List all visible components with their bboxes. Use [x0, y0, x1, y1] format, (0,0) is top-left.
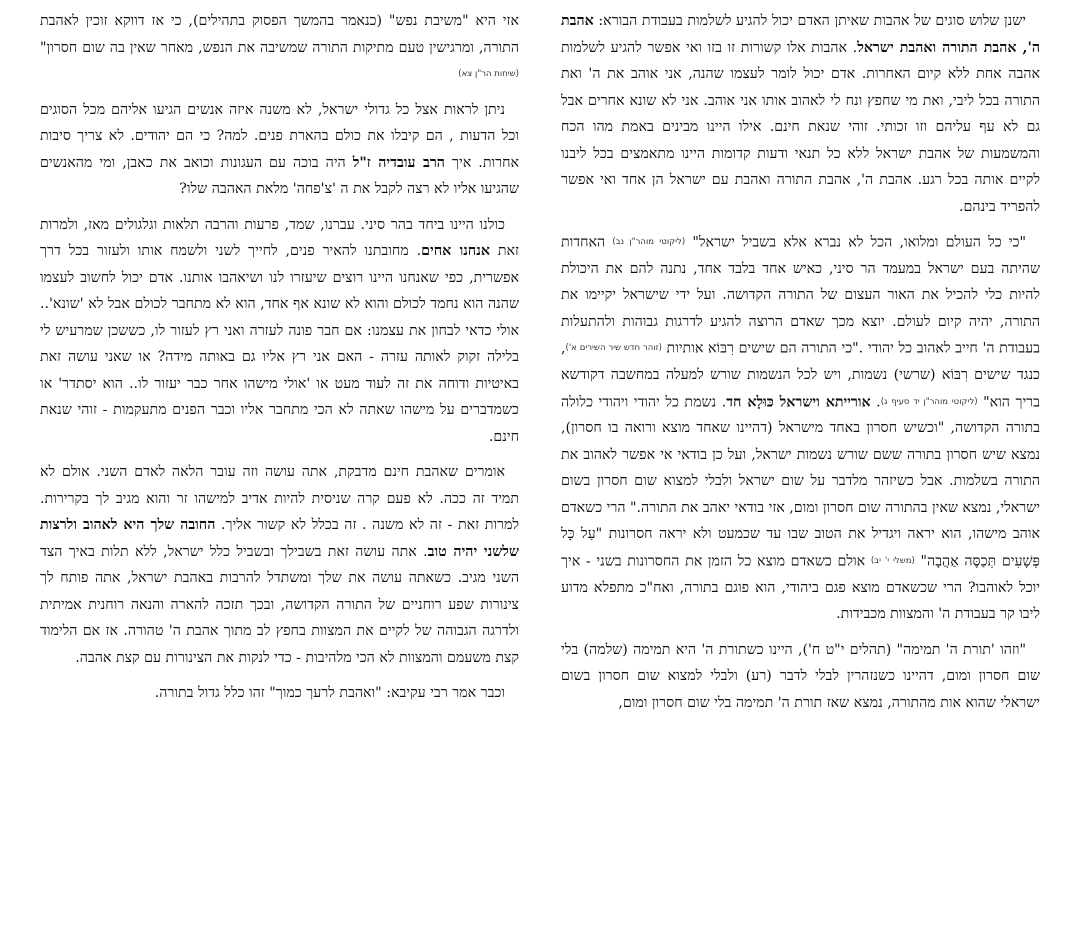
paragraph — [561, 637, 1040, 717]
text-run: כולנו היינו ביחד בהר סיני. עברנו, שמד, פרעות והרבה תלאות וגלגולים מאז, ולמרות זאת — [40, 216, 519, 260]
bold-text: החובה שלך היא לאהוב ולרצות שלשני יהיה טוב — [40, 517, 519, 560]
source-citation: (ליקוטי מוהר"ן יד סעיף ג) — [880, 396, 978, 407]
text-run: . אהבות אלו קשורות זו בזו ואי אפשר להגיע לשלמות אהבה אחת ללא קיום האחרות. אדם יכול לומר לעצמו שהנה, אני אוהב את ה' ואת התורה בכל ליבי, ואת מי שחפץ ונח לי לאהוב אותו אני אוהב. אני לא שונא אחרים אבל גם לא עף עליהם וזו זכותי. זוהי שנאת חינם. אילו היינו מבינים באמת מהו הכח והמשמעות של אהבת ישראל ללא כל תנאי ודעות קדומות היינו מתאמצים בכל ליבנו לקיים אותה בכל רגע. אהבת ה', אהבת התורה ואהבת עם ישראל הן אחד ואי אפשר להפריד בינהם. — [561, 39, 1040, 215]
paragraph — [40, 680, 519, 707]
source-citation: (משלי י' יב) — [870, 555, 915, 566]
paragraph — [561, 229, 1040, 628]
text-run: אזי היא "משיבת נפש" (כנאמר בהמשך הפסוק בתהילים), כי אז דווקא זוכין לאהבת התורה, ומרגישין טעם מתיקות התורה שמשיבה את הנפש, מאחר שאין בה שום חסרון" — [40, 13, 519, 56]
text-run: אומרים שאהבת חינם מדבקת, אתה עושה וזה עובר הלאה לאדם השני. אולם לא תמיד זה ככה. לא פעם קרה שניסית להיות אדיב למישהו זר והוא מגיב לך בקרירות. למרות זאת - זה לא משנה . זה בכלל לא קשור אליך. — [40, 464, 519, 534]
document-page — [40, 8, 1040, 938]
paragraph — [40, 8, 519, 88]
paragraph — [561, 8, 1040, 220]
source-citation: (זוהר חדש שיר השירים א') — [565, 343, 662, 354]
paragraph — [40, 212, 519, 451]
text-run: . מחובתנו להאיר פנים, לחייך לשני ולשמח אותו ולעזור בכל דרך אפשרית, כפי שאנחנו היינו רוצים שיעזרו לנו ושיאהבו אותנו. אדם יכול לחשוב לעצמו שהנה הוא נחמד לכולם והוא לא שונא אף אחד, הוא לא מתחבר לכולם אבל לא 'שונא'.. אולי כדאי לבחון את עצמנו: אם חבר פונה לעזרה ואני רץ לעזור לו, כששכן שמרעיש לי בלילה זקוק לאותה עזרה - האם אני רץ אליו גם באותה מידה? או שאני עושה זאת באיטיות ודוחה את זה לעוד מעט או 'אולי מישהו אחר כבר יעזור לו.. הוא יסתדר' או כשמדברים על מישהו שאתה לא הכי מתחבר אליו וכבר הפנים מתעקמות - זוהי שנאת חינם. — [40, 243, 519, 445]
text-run: , כנגד שישים רִבּוֹא (שרשי) נשמות, ויש לכל הנשמות שורש למעלה במחשבה דקודשא בריך הוא" — [561, 340, 1040, 410]
text-run: וכבר אמר רבי עקיבא: "ואהבת לרעך כמוך" זהו כלל גדול בתורה. — [154, 685, 505, 702]
source-citation: (ליקוטי מוהר"ן נב) — [612, 237, 686, 247]
source-citation: (שיחות הר"ן צא) — [458, 69, 519, 79]
paragraph — [40, 459, 519, 671]
text-run: . נשמת כל יהודי ויהודי כלולה בתורה הקדושה, "וכשיש חסרון באחד מישראל (דהיינו שאחד מוצא ורואה בו חסרון), נמצא שיש חסרון בתורה ששם שורש נשמות ישראל, ועל כן בודאי אי אפשר לאהוב את התורה בשלמות. אבל כשיזהר מלדבר על שום ישראל ולבלי למצוא שום חסרון בשום ישראלי, נמצא שאין בהתורה שום חסרון ומום, אזי בודאי יאהב את התורה." הרי כשאדם אוהב מישהו, הוא יראה ויגדיל את הטוב שבו עד שכמעט ולא יראה חסרונות "עַל כָּל פְּשָׁעִים תְּכַסֶּה אַהֲבָה" — [560, 393, 1040, 569]
bold-text: אנחנו אחים — [421, 243, 490, 260]
text-run: . אתה עושה זאת בשבילך ובשביל כלל ישראל, ללא תלות באיך הצד השני מגיב. כשאתה עושה את שלך ומשתדל להרבות באהבת ישראל, אתה פותח לך צינורות שפע רוחניים של התורה הקדושה, ובכך תזכה להארה והנאה רוחנית אמיתית ולדרגה הגבוהה של לקיים את המצוות בחפץ לב מתוך אהבת ה' טהורה. אז אם הלימוד קצת משעמם והמצוות לא הכי מלהיבות - כדי לנקות את הצינורות עם קצת אהבה. — [40, 543, 519, 666]
text-run: האחדות שהיתה בעם ישראל במעמד הר סיני, כאיש אחד בלבד אחד, נתנה להם את היכולת להיות כלי להכיל את האור העצום של התורה הקדושה. ועל ידי שישראל יקיימו את התורה, יהיה קיום לעולם. יוצא מכך שאדם הרוצה להגיע לדרגות גבוהות ולהתעלות בעבודת ה' חייב לאהוב כל יהודי ."כי התורה הם שישים רִבּוֹא אותיות — [561, 234, 1040, 357]
text-run: . — [870, 393, 881, 410]
paragraph — [40, 97, 519, 203]
left-column — [40, 8, 519, 938]
text-run: "וזהו 'תורת ה' תמימה" (תהלים י"ט ח'), היינו כשתורת ה' היא תמימה (שלמה) בלי שום חסרון ומום, דהיינו כשנזהרין לבלי לדבר (רע) ולבלי למצוא שום חסרון בשום ישראלי שהוא אות מהתורה, נמצא שאז תורת ה' תמימה בלי שום חסרון ומום, — [561, 641, 1040, 711]
bold-text: הרב עובדיה ז"ל — [352, 154, 445, 171]
right-column — [561, 8, 1040, 938]
bold-text: אהבת ה', אהבת התורה ואהבת ישראל — [561, 13, 1040, 56]
text-run: היה בוכה עם העגונות וכואב את כאבן, ומי מהאנשים שהגיעו אליו לא רצה לקבל את ה 'צ'פחה' מלאת האהבה שלו? — [40, 154, 519, 198]
text-run: ישנן שלוש סוגים של אהבות שאיתן האדם יכול להגיע לשלמות בעבודת הבורא: — [593, 13, 1026, 29]
text-run: ניתן לראות אצל כל גדולי ישראל, לא משנה איזה אנשים הגיעו אליהם מכל הסוגים וכל הדעות , הם קיבלו את כולם בהארת פנים. למה? כי הם יהודים. לא צריך סיבות אחרות. איך — [40, 101, 519, 171]
bold-text: אורייתא וישראל כּוּלָא חד — [726, 393, 871, 410]
text-run: אולם כשאדם מוצא כל הזמן את החסרונות בשני - איך יוכל לאוהבו? הרי שכשאדם מוצא פגם ביהודי, הוא פוגם בתורה, ואח"כ מתפלא מדוע ליבו קר בעבודת ה' והמצוות מכבידות. — [561, 553, 1040, 622]
text-run: "כי כל העולם ומלואו, הכל לא נברא אלא בשביל ישראל" — [685, 234, 1026, 251]
